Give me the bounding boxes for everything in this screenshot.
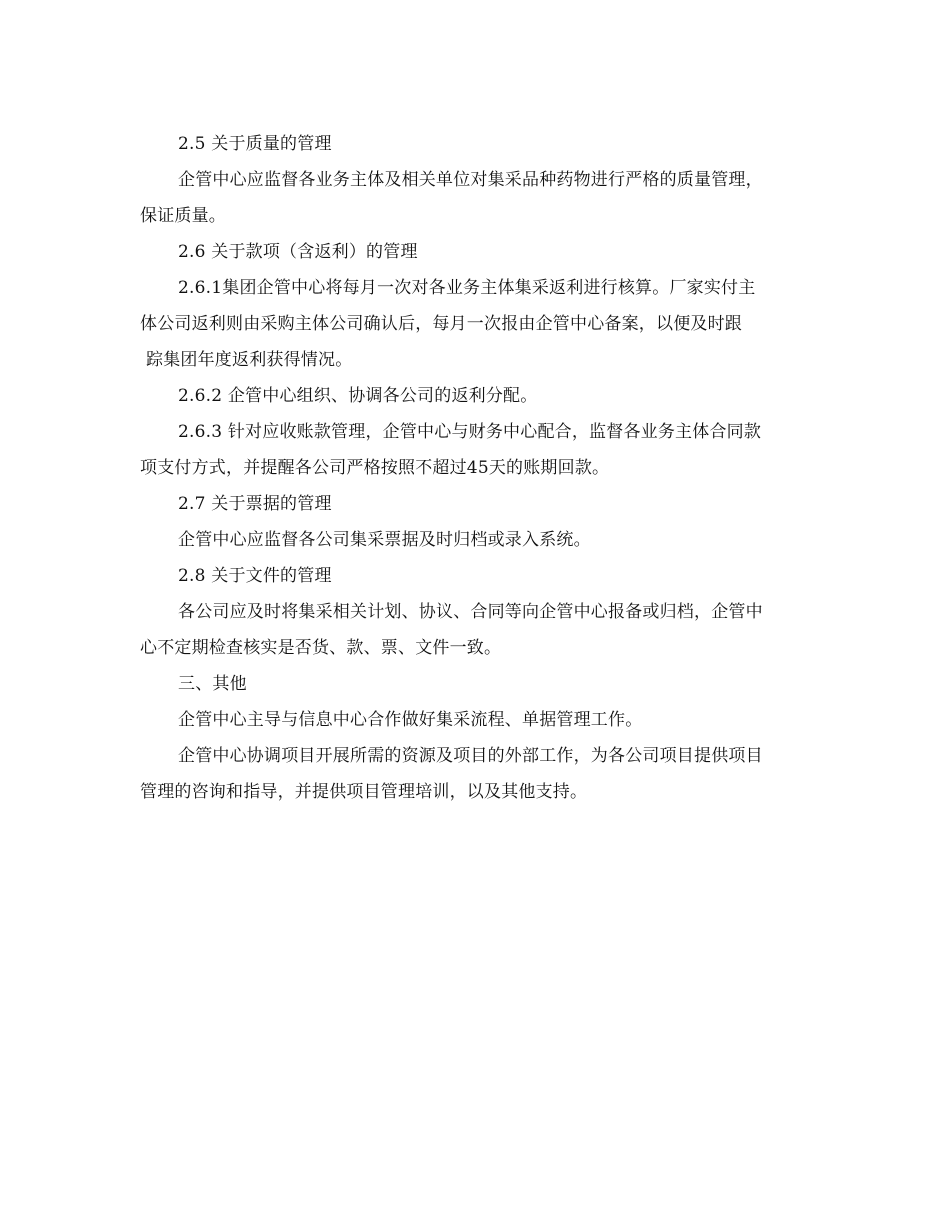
paragraph-line: 企管中心主导与信息中心合作做好集采流程、单据管理工作。 — [178, 710, 643, 730]
paragraph-line: 踪集团年度返利获得情况。 — [146, 350, 353, 370]
section-heading-2-6: 2.6 关于款项（含返利）的管理 — [178, 242, 418, 262]
paragraph-line: 各公司应及时将集采相关计划、协议、合同等向企管中心报备或归档，企管中 — [178, 602, 763, 622]
paragraph-line: 企管中心应监督各公司集采票据及时归档或录入系统。 — [178, 530, 591, 550]
paragraph-line: 项支付方式，并提醒各公司严格按照不超过45天的账期回款。 — [140, 458, 610, 478]
paragraph-line: 心不定期检查核实是否货、款、票、文件一致。 — [140, 638, 502, 658]
section-heading-3: 三、其他 — [178, 674, 247, 694]
document-body — [140, 126, 812, 810]
section-heading-2-5: 2.5 关于质量的管理 — [178, 134, 332, 154]
paragraph-line: 企管中心协调项目开展所需的资源及项目的外部工作，为各公司项目提供项目 — [178, 746, 763, 766]
paragraph-line: 体公司返利则由采购主体公司确认后，每月一次报由企管中心备案，以便及时跟 — [140, 314, 742, 334]
paragraph-line: 保证质量。 — [140, 206, 226, 226]
paragraph-line: 2.6.2 企管中心组织、协调各公司的返利分配。 — [178, 386, 538, 406]
paragraph-line: 2.6.3 针对应收账款管理，企管中心与财务中心配合，监督各业务主体合同款 — [178, 422, 762, 442]
paragraph-line: 管理的咨询和指导，并提供项目管理培训，以及其他支持。 — [140, 782, 588, 802]
paragraph-line: 企管中心应监督各业务主体及相关单位对集采品种药物进行严格的质量管理， — [178, 170, 763, 190]
section-heading-2-8: 2.8 关于文件的管理 — [178, 566, 332, 586]
section-heading-2-7: 2.7 关于票据的管理 — [178, 494, 332, 514]
paragraph-line: 2.6.1集团企管中心将每月一次对各业务主体集采返利进行核算。厂家实付主 — [178, 278, 756, 298]
